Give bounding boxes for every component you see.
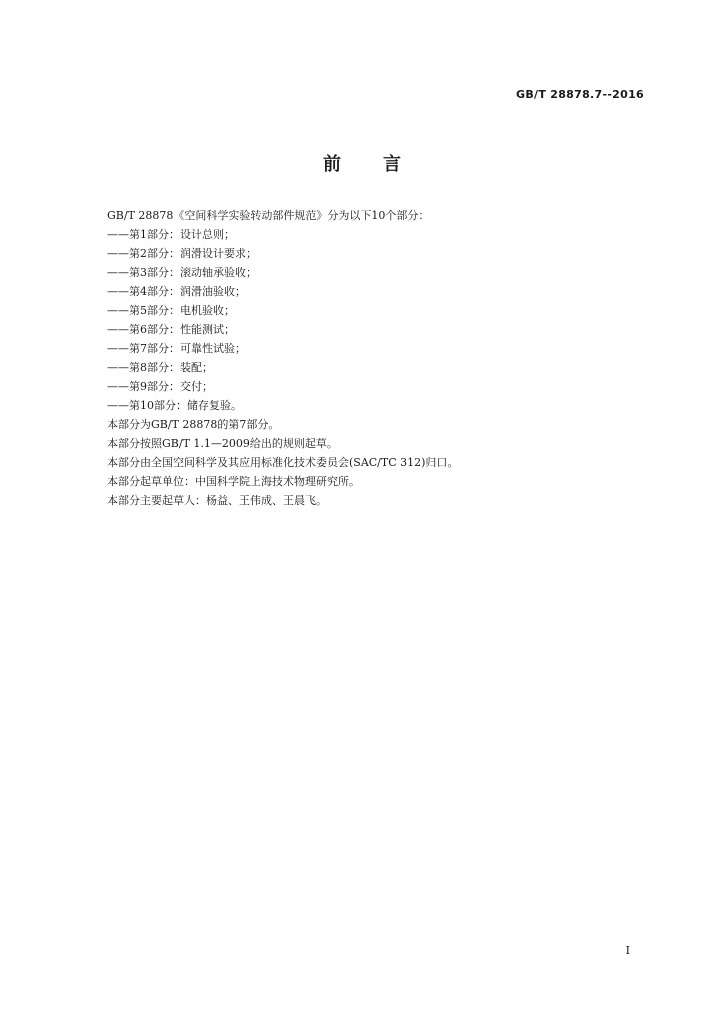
statement-paragraph: 本部分由全国空间科学及其应用标准化技术委员会(SAC/TC 312)归口。 — [107, 456, 459, 469]
list-item: ——第6部分：性能测试； — [107, 323, 235, 336]
list-item: ——第4部分：润滑油验收； — [107, 285, 246, 298]
list-item: ——第9部分：交付； — [107, 380, 213, 393]
standard-number: GB/T 28878.7--2016 — [515, 88, 644, 101]
statement-paragraph: 本部分主要起草人：杨益、王伟成、王晨飞。 — [107, 494, 327, 507]
statement-paragraph: 本部分按照GB/T 1.1—2009给出的规则起草。 — [107, 437, 338, 450]
page-title: 前言 — [323, 154, 443, 175]
page-number: I — [625, 944, 630, 957]
list-item: ——第2部分：润滑设计要求； — [107, 247, 257, 260]
statement-paragraph: 本部分为GB/T 28878的第7部分。 — [107, 418, 280, 431]
list-item: ——第5部分：电机验收； — [107, 304, 235, 317]
list-item: ——第7部分：可靠性试验； — [107, 342, 246, 355]
list-item: ——第10部分：储存复验。 — [107, 399, 242, 412]
list-item: ——第1部分：设计总则； — [107, 228, 235, 241]
statement-paragraph: 本部分起草单位：中国科学院上海技术物理研究所。 — [107, 475, 360, 488]
list-item: ——第8部分：装配； — [107, 361, 213, 374]
foreword-body — [107, 206, 627, 510]
intro-paragraph: GB/T 28878《空间科学实验转动部件规范》分为以下10个部分： — [107, 209, 430, 222]
list-item: ——第3部分：滚动轴承验收； — [107, 266, 257, 279]
